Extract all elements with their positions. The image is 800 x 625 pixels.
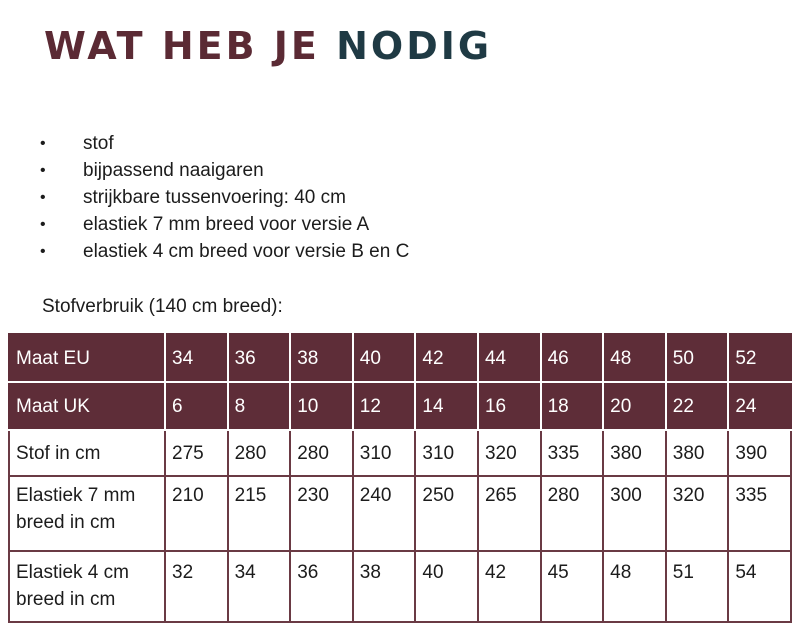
table-cell: 280: [228, 430, 291, 476]
table-cell: 40: [415, 551, 478, 622]
table-cell: 48: [603, 551, 666, 622]
table-cell: 320: [478, 430, 541, 476]
table-cell: 310: [415, 430, 478, 476]
table-cell: 250: [415, 476, 478, 551]
table-cell: 14: [415, 382, 478, 430]
table-cell: 6: [165, 382, 228, 430]
table-cell: 51: [666, 551, 729, 622]
table-row-maat-uk: [9, 382, 791, 430]
table-cell: 24: [728, 382, 791, 430]
table-cell: 42: [415, 334, 478, 382]
table-cell: 230: [290, 476, 353, 551]
bullet-icon: •: [40, 162, 46, 179]
title-part-1: WAT HEB JE: [44, 24, 320, 68]
table-row-elastiek-4cm: [9, 551, 791, 622]
bullet-icon: •: [40, 135, 46, 152]
table-cell: 45: [541, 551, 604, 622]
row-label: Maat UK: [9, 382, 165, 430]
table-cell: 16: [478, 382, 541, 430]
table-cell: 380: [603, 430, 666, 476]
list-item-text: elastiek 4 cm breed voor versie B en C: [83, 241, 410, 262]
table-cell: 20: [603, 382, 666, 430]
table-cell: 34: [165, 334, 228, 382]
list-item-text: stof: [83, 133, 114, 154]
table-cell: 320: [666, 476, 729, 551]
table-cell: 48: [603, 334, 666, 382]
table-cell: 54: [728, 551, 791, 622]
table-cell: 32: [165, 551, 228, 622]
table-cell: 42: [478, 551, 541, 622]
list-item-text: bijpassend naaigaren: [83, 160, 264, 181]
table-cell: 52: [728, 334, 791, 382]
title-part-2: NODIG: [336, 24, 493, 68]
materials-list: [38, 130, 409, 265]
table-cell: 44: [478, 334, 541, 382]
table-cell: 265: [478, 476, 541, 551]
table-cell: 50: [666, 334, 729, 382]
table-row-stof: [9, 430, 791, 476]
bullet-icon: •: [40, 243, 46, 260]
row-label: Elastiek 7 mm breed in cm: [9, 476, 165, 551]
table-cell: 12: [353, 382, 416, 430]
table-cell: 38: [290, 334, 353, 382]
table-cell: 46: [541, 334, 604, 382]
row-label: Stof in cm: [9, 430, 165, 476]
table-cell: 215: [228, 476, 291, 551]
bullet-icon: •: [40, 216, 46, 233]
list-item: [38, 157, 409, 184]
table-cell: 36: [290, 551, 353, 622]
table-cell: 280: [290, 430, 353, 476]
table-cell: 380: [666, 430, 729, 476]
table-cell: 36: [228, 334, 291, 382]
fabric-usage-heading: Stofverbruik (140 cm breed):: [42, 296, 283, 317]
table-row-elastiek-7mm: [9, 476, 791, 551]
table-cell: 22: [666, 382, 729, 430]
row-label: Maat EU: [9, 334, 165, 382]
table-cell: 210: [165, 476, 228, 551]
list-item: [38, 211, 409, 238]
table-cell: 280: [541, 476, 604, 551]
bullet-icon: •: [40, 189, 46, 206]
list-item: [38, 238, 409, 265]
table-cell: 275: [165, 430, 228, 476]
table-cell: 335: [728, 476, 791, 551]
list-item-text: strijkbare tussenvoering: 40 cm: [83, 187, 346, 208]
table-cell: 310: [353, 430, 416, 476]
page-title: [44, 22, 492, 70]
table-cell: 38: [353, 551, 416, 622]
table-cell: 10: [290, 382, 353, 430]
list-item: [38, 184, 409, 211]
table-cell: 240: [353, 476, 416, 551]
table-cell: 8: [228, 382, 291, 430]
table-row-maat-eu: [9, 334, 791, 382]
list-item: [38, 130, 409, 157]
table-cell: 34: [228, 551, 291, 622]
table-cell: 335: [541, 430, 604, 476]
table-cell: 18: [541, 382, 604, 430]
table-cell: 300: [603, 476, 666, 551]
table-cell: 40: [353, 334, 416, 382]
row-label: Elastiek 4 cm breed in cm: [9, 551, 165, 622]
size-table: [8, 333, 792, 623]
table-cell: 390: [728, 430, 791, 476]
list-item-text: elastiek 7 mm breed voor versie A: [83, 214, 370, 235]
